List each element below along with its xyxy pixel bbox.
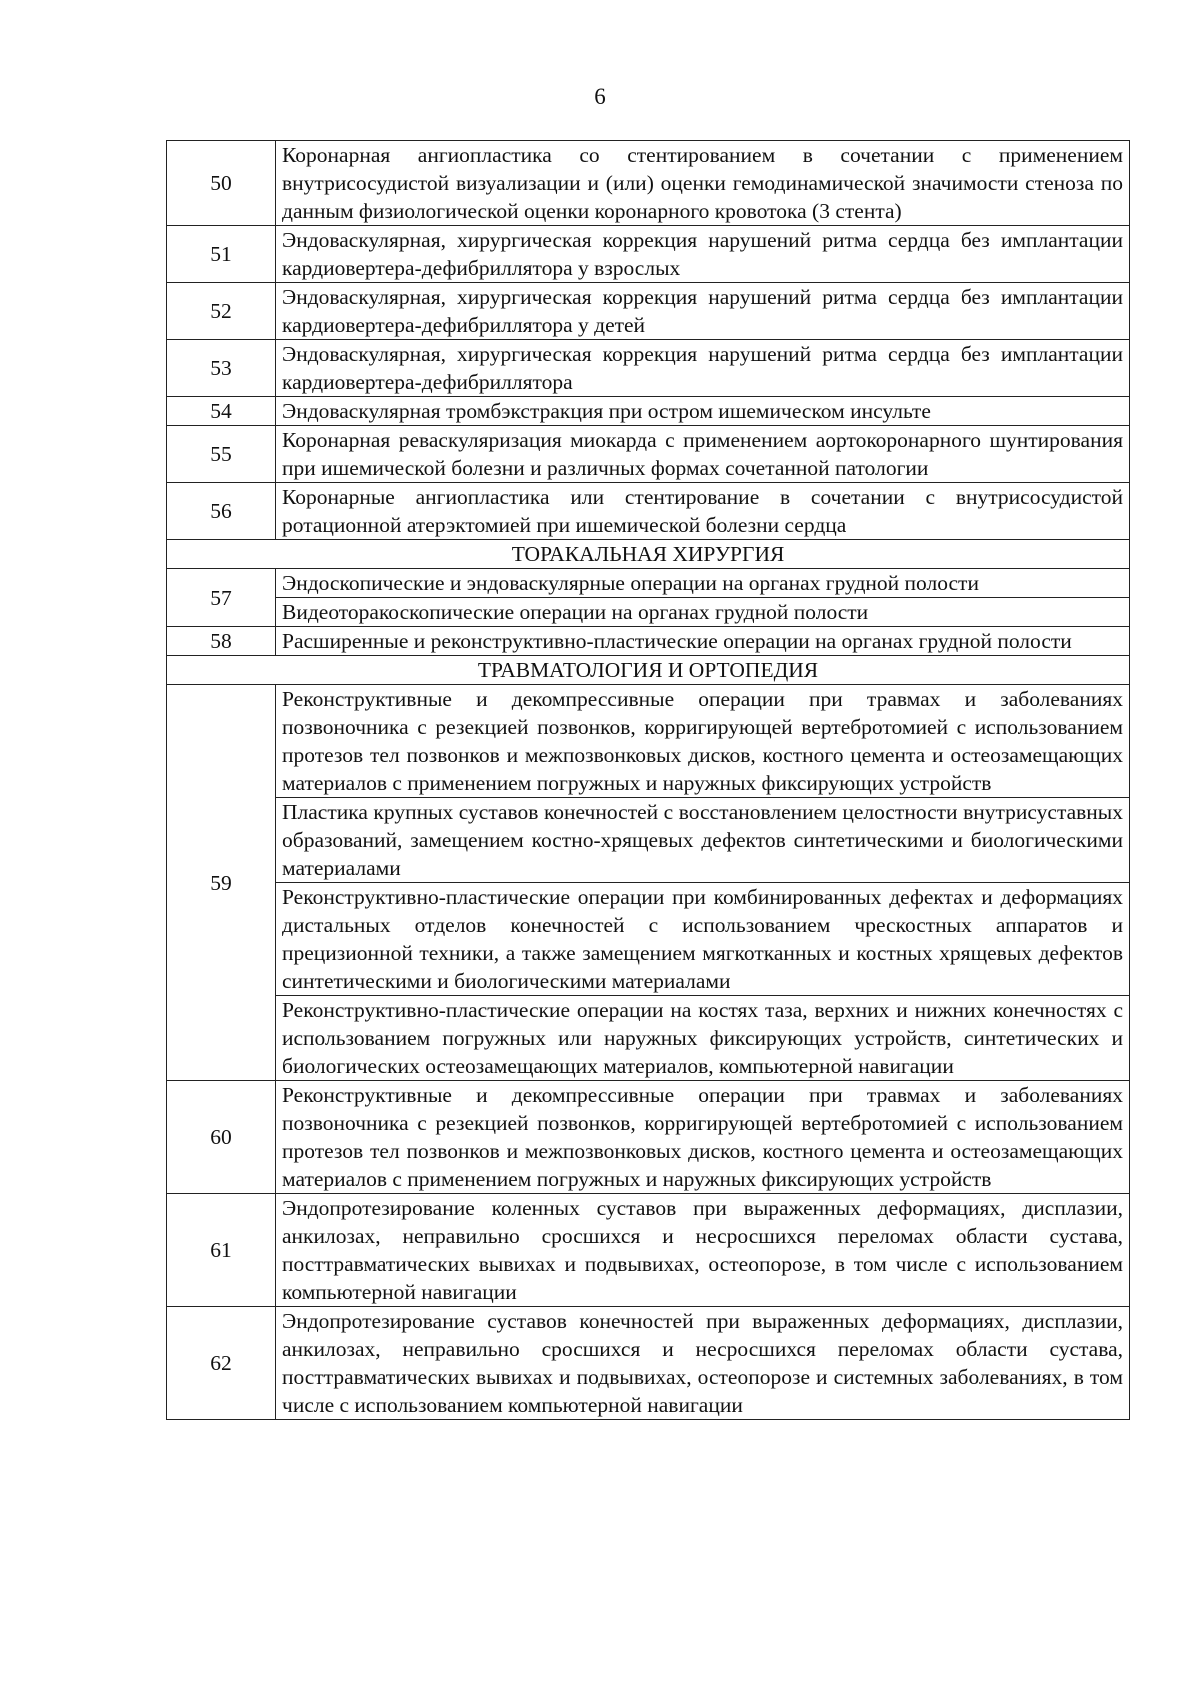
procedure-description: Реконструктивно-пластические операции при комбинированных дефектах и деформациях дистальных отделов конечностей с использованием чрескостных аппаратов и прецизионной техники, а также замещением мягкотканных и костных хрящевых дефектов синтетическими и биологическими материалами xyxy=(276,883,1130,996)
table-row xyxy=(167,1307,1130,1420)
row-number: 54 xyxy=(167,397,276,426)
table-row xyxy=(167,283,1130,340)
table-row xyxy=(167,483,1130,540)
table-row xyxy=(167,1081,1130,1194)
procedure-description: Видеоторакоскопические операции на органах грудной полости xyxy=(276,598,1130,627)
table-row xyxy=(167,996,1130,1081)
row-number: 52 xyxy=(167,283,276,340)
table-row xyxy=(167,598,1130,627)
procedure-description: Коронарные ангиопластика или стентирование в сочетании с внутрисосудистой ротационной атерэктомией при ишемической болезни сердца xyxy=(276,483,1130,540)
section-title: ТОРАКАЛЬНАЯ ХИРУРГИЯ xyxy=(167,540,1130,569)
row-number: 59 xyxy=(167,685,276,1081)
procedure-description: Эндоваскулярная, хирургическая коррекция нарушений ритма сердца без имплантации кардиовертера-дефибриллятора у детей xyxy=(276,283,1130,340)
table-row xyxy=(167,1194,1130,1307)
procedure-description: Коронарная реваскуляризация миокарда с применением аортокоронарного шунтирования при ишемической болезни и различных формах сочетанной патологии xyxy=(276,426,1130,483)
row-number: 55 xyxy=(167,426,276,483)
section-header-row xyxy=(167,540,1130,569)
table-row xyxy=(167,569,1130,598)
procedure-description: Реконструктивные и декомпрессивные операции при травмах и заболеваниях позвоночника с резекцией позвонков, корригирующей вертебротомией с использованием протезов тел позвонков и межпозвонковых дисков, костного цемента и остеозамещающих материалов с применением погружных и наружных фиксирующих устройств xyxy=(276,685,1130,798)
row-number: 58 xyxy=(167,627,276,656)
table-row xyxy=(167,685,1130,798)
table-row xyxy=(167,141,1130,226)
page-number: 6 xyxy=(594,84,606,109)
procedure-description: Коронарная ангиопластика со стентированием в сочетании с применением внутрисосудистой визуализации и (или) оценки гемодинамической значимости стеноза по данным физиологической оценки коронарного кровотока (3 стента) xyxy=(276,141,1130,226)
procedures-table-body xyxy=(167,141,1130,1420)
table-row xyxy=(167,627,1130,656)
procedure-description: Эндоваскулярная, хирургическая коррекция нарушений ритма сердца без имплантации кардиовертера-дефибриллятора у взрослых xyxy=(276,226,1130,283)
procedure-description: Эндоваскулярная, хирургическая коррекция нарушений ритма сердца без имплантации кардиовертера-дефибриллятора xyxy=(276,340,1130,397)
procedure-description: Эндопротезирование суставов конечностей при выраженных деформациях, дисплазии, анкилозах, неправильно сросшихся и несросшихся переломах области сустава, посттравматических вывихах и подвывихах, остеопорозе и системных заболеваниях, в том числе с использованием компьютерной навигации xyxy=(276,1307,1130,1420)
procedure-description: Эндоскопические и эндоваскулярные операции на органах грудной полости xyxy=(276,569,1130,598)
table-row xyxy=(167,226,1130,283)
row-number: 50 xyxy=(167,141,276,226)
row-number: 60 xyxy=(167,1081,276,1194)
table-row xyxy=(167,426,1130,483)
procedures-table xyxy=(166,140,1130,1420)
procedure-description: Расширенные и реконструктивно-пластические операции на органах грудной полости xyxy=(276,627,1130,656)
table-row xyxy=(167,397,1130,426)
procedure-description: Эндопротезирование коленных суставов при выраженных деформациях, дисплазии, анкилозах, неправильно сросшихся и несросшихся переломах области сустава, посттравматических вывихах и подвывихах, остеопорозе, в том числе с использованием компьютерной навигации xyxy=(276,1194,1130,1307)
table-row xyxy=(167,798,1130,883)
row-number: 51 xyxy=(167,226,276,283)
procedure-description: Пластика крупных суставов конечностей с восстановлением целостности внутрисуставных образований, замещением костно-хрящевых дефектов синтетическими и биологическими материалами xyxy=(276,798,1130,883)
row-number: 56 xyxy=(167,483,276,540)
procedure-description: Реконструктивно-пластические операции на костях таза, верхних и нижних конечностях с использованием погружных или наружных фиксирующих устройств, синтетических и биологических остеозамещающих материалов, компьютерной навигации xyxy=(276,996,1130,1081)
procedure-description: Эндоваскулярная тромбэкстракция при остром ишемическом инсульте xyxy=(276,397,1130,426)
table-row xyxy=(167,883,1130,996)
procedure-description: Реконструктивные и декомпрессивные операции при травмах и заболеваниях позвоночника с резекцией позвонков, корригирующей вертебротомией с использованием протезов тел позвонков и межпозвонковых дисков, костного цемента и остеозамещающих материалов с применением погружных и наружных фиксирующих устройств xyxy=(276,1081,1130,1194)
row-number: 53 xyxy=(167,340,276,397)
table-row xyxy=(167,340,1130,397)
row-number: 62 xyxy=(167,1307,276,1420)
section-header-row xyxy=(167,656,1130,685)
section-title: ТРАВМАТОЛОГИЯ И ОРТОПЕДИЯ xyxy=(167,656,1130,685)
row-number: 61 xyxy=(167,1194,276,1307)
row-number: 57 xyxy=(167,569,276,627)
